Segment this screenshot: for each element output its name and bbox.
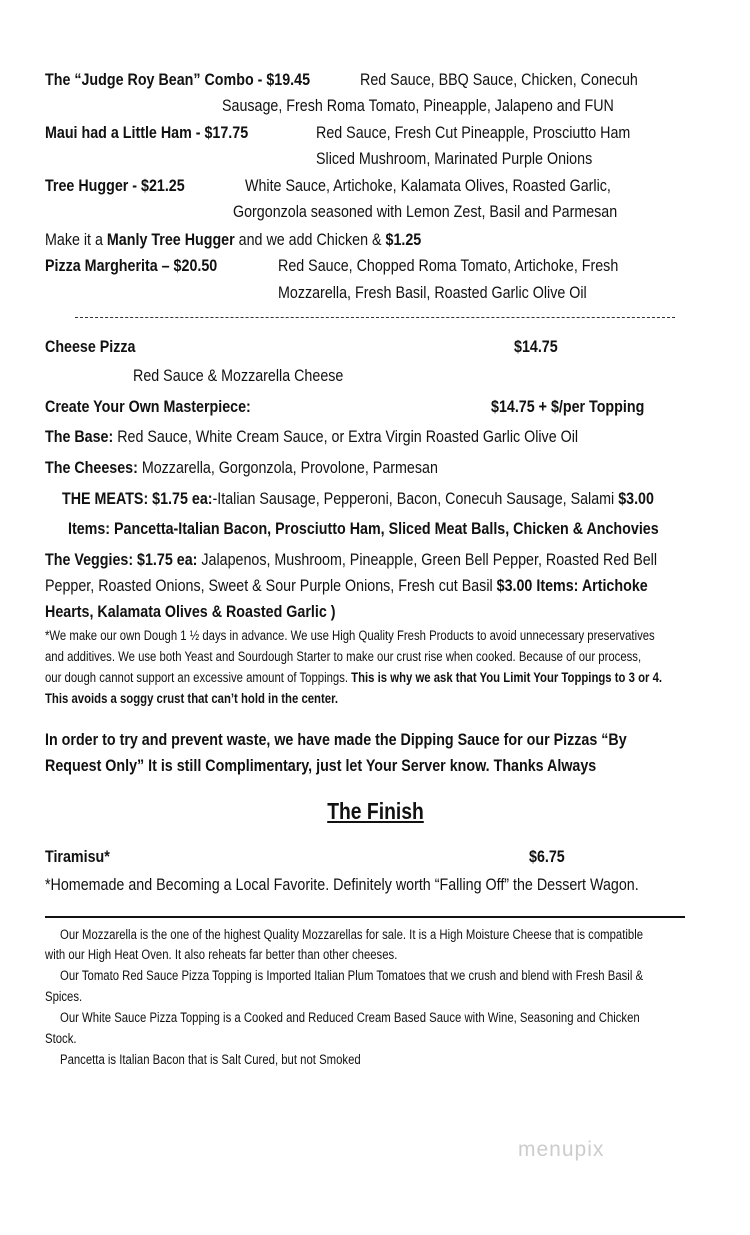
dessert-desc: *Homemade and Becoming a Local Favorite. Definitely worth “Falling Off” the Dessert Wagon. (45, 875, 639, 894)
footnote: Our Mozzarella is the one of the highest Quality Mozzarellas for sale. It is a High Moisture Cheese that is compatible (60, 927, 644, 942)
solid-divider (45, 916, 685, 918)
dough-note: This avoids a soggy crust that can’t hold in the center. (45, 691, 339, 706)
label: The Veggies (45, 550, 129, 569)
veggie-options (45, 550, 657, 570)
veggie-options-2 (45, 576, 648, 596)
waste-note: In order to try and prevent waste, we have made the Dipping Sauce for our Pizzas “By (45, 730, 627, 749)
meat-premium-items: Items: Pancetta-Italian Bacon, Prosciutto Ham, Sliced Meat Balls, Chicken & Anchovies (68, 519, 659, 538)
watermark-logo: menupix (518, 1138, 605, 1161)
cheese-pizza-price: $14.75 (514, 337, 558, 356)
text: our dough cannot support an excessive amount of Toppings. (45, 670, 352, 685)
price: $1.25 (385, 230, 422, 249)
footnote: with our High Heat Oven. It also reheats far better than other cheeses. (45, 947, 398, 962)
price: : $1.75 ea: (143, 489, 213, 508)
item-desc: Red Sauce, Fresh Cut Pineapple, Prosciutto Ham (316, 123, 631, 142)
text: Jalapenos, Mushroom, Pineapple, Green Bell Pepper, Roasted Red Bell (197, 550, 658, 569)
dough-note (45, 669, 662, 687)
text: Pepper, Roasted Onions, Sweet & Sour Purple Onions, Fresh cut Basil (45, 576, 497, 595)
base-options (45, 427, 578, 447)
footnote: Spices. (45, 989, 83, 1004)
dessert-name: Tiramisu* (45, 847, 110, 866)
item-desc: Sausage, Fresh Roma Tomato, Pineapple, Jalapeno and FUN (222, 96, 614, 115)
item-name: The “Judge Roy Bean” Combo - $19.45 (45, 70, 311, 89)
text: Red Sauce, White Cream Sauce, or Extra Virgin Roasted Garlic Olive Oil (113, 427, 579, 446)
price: $3.00 (618, 489, 654, 508)
price: : $1.75 ea: (128, 550, 198, 569)
waste-note: Request Only” It is still Complimentary, just let Your Server know. Thanks Always (45, 756, 597, 775)
footnote: Pancetta is Italian Bacon that is Salt Cured, but not Smoked (60, 1052, 361, 1067)
item-name: Pizza Margherita – $20.50 (45, 256, 218, 275)
text: and we add Chicken & (234, 230, 386, 249)
text: $3.00 Items: Artichoke (496, 576, 648, 595)
item-desc: Mozzarella, Fresh Basil, Roasted Garlic Olive Oil (278, 283, 587, 302)
section-title (0, 798, 750, 825)
text: Manly Tree Hugger (106, 230, 235, 249)
text: This is why we ask that You Limit Your Toppings to 3 or 4. (351, 670, 663, 685)
footnote: Our Tomato Red Sauce Pizza Topping is Imported Italian Plum Tomatoes that we crush and blend with Fresh Basil & (60, 968, 644, 983)
meat-options (62, 489, 654, 509)
item-desc: White Sauce, Artichoke, Kalamata Olives, Roasted Garlic, (245, 176, 611, 195)
text: Make it a (45, 230, 107, 249)
item-desc: Sliced Mushroom, Marinated Purple Onions (316, 149, 593, 168)
veggie-options-3: Hearts, Kalamata Olives & Roasted Garlic ) (45, 602, 336, 621)
label: The Base: (45, 427, 114, 446)
footnote: Stock. (45, 1031, 77, 1046)
item-desc: Gorgonzola seasoned with Lemon Zest, Basil and Parmesan (233, 202, 618, 221)
dessert-price: $6.75 (529, 847, 565, 866)
dashed-divider (75, 317, 675, 318)
dough-note: *We make our own Dough 1 ½ days in advance. We use High Quality Fresh Products to avoid unnecessary preservatives (45, 628, 655, 643)
create-own-price: $14.75 + $/per Topping (491, 397, 645, 416)
cheese-options (45, 458, 438, 478)
create-own-name: Create Your Own Masterpiece: (45, 397, 251, 416)
item-name: Maui had a Little Ham - $17.75 (45, 123, 249, 142)
cheese-pizza-desc: Red Sauce & Mozzarella Cheese (133, 366, 344, 385)
footnote: Our White Sauce Pizza Topping is a Cooked and Reduced Cream Based Sauce with Wine, Seasoning and Chicken (60, 1010, 640, 1025)
dough-note: and additives. We use both Yeast and Sourdough Starter to make our crust rise when cooked. Because of our process, (45, 649, 642, 664)
cheese-pizza-name: Cheese Pizza (45, 337, 136, 356)
item-desc: Red Sauce, BBQ Sauce, Chicken, Conecuh (360, 70, 638, 89)
item-desc: Red Sauce, Chopped Roma Tomato, Artichoke, Fresh (278, 256, 619, 275)
manly-upgrade (45, 230, 421, 250)
text: Mozzarella, Gorgonzola, Provolone, Parmesan (137, 458, 438, 477)
label: The Cheeses: (45, 458, 138, 477)
text: -Italian Sausage, Pepperoni, Bacon, Conecuh Sausage, Salami (212, 489, 619, 508)
label: THE MEATS (62, 489, 144, 508)
item-name: Tree Hugger - $21.25 (45, 176, 185, 195)
title-text: The Finish (326, 798, 424, 824)
